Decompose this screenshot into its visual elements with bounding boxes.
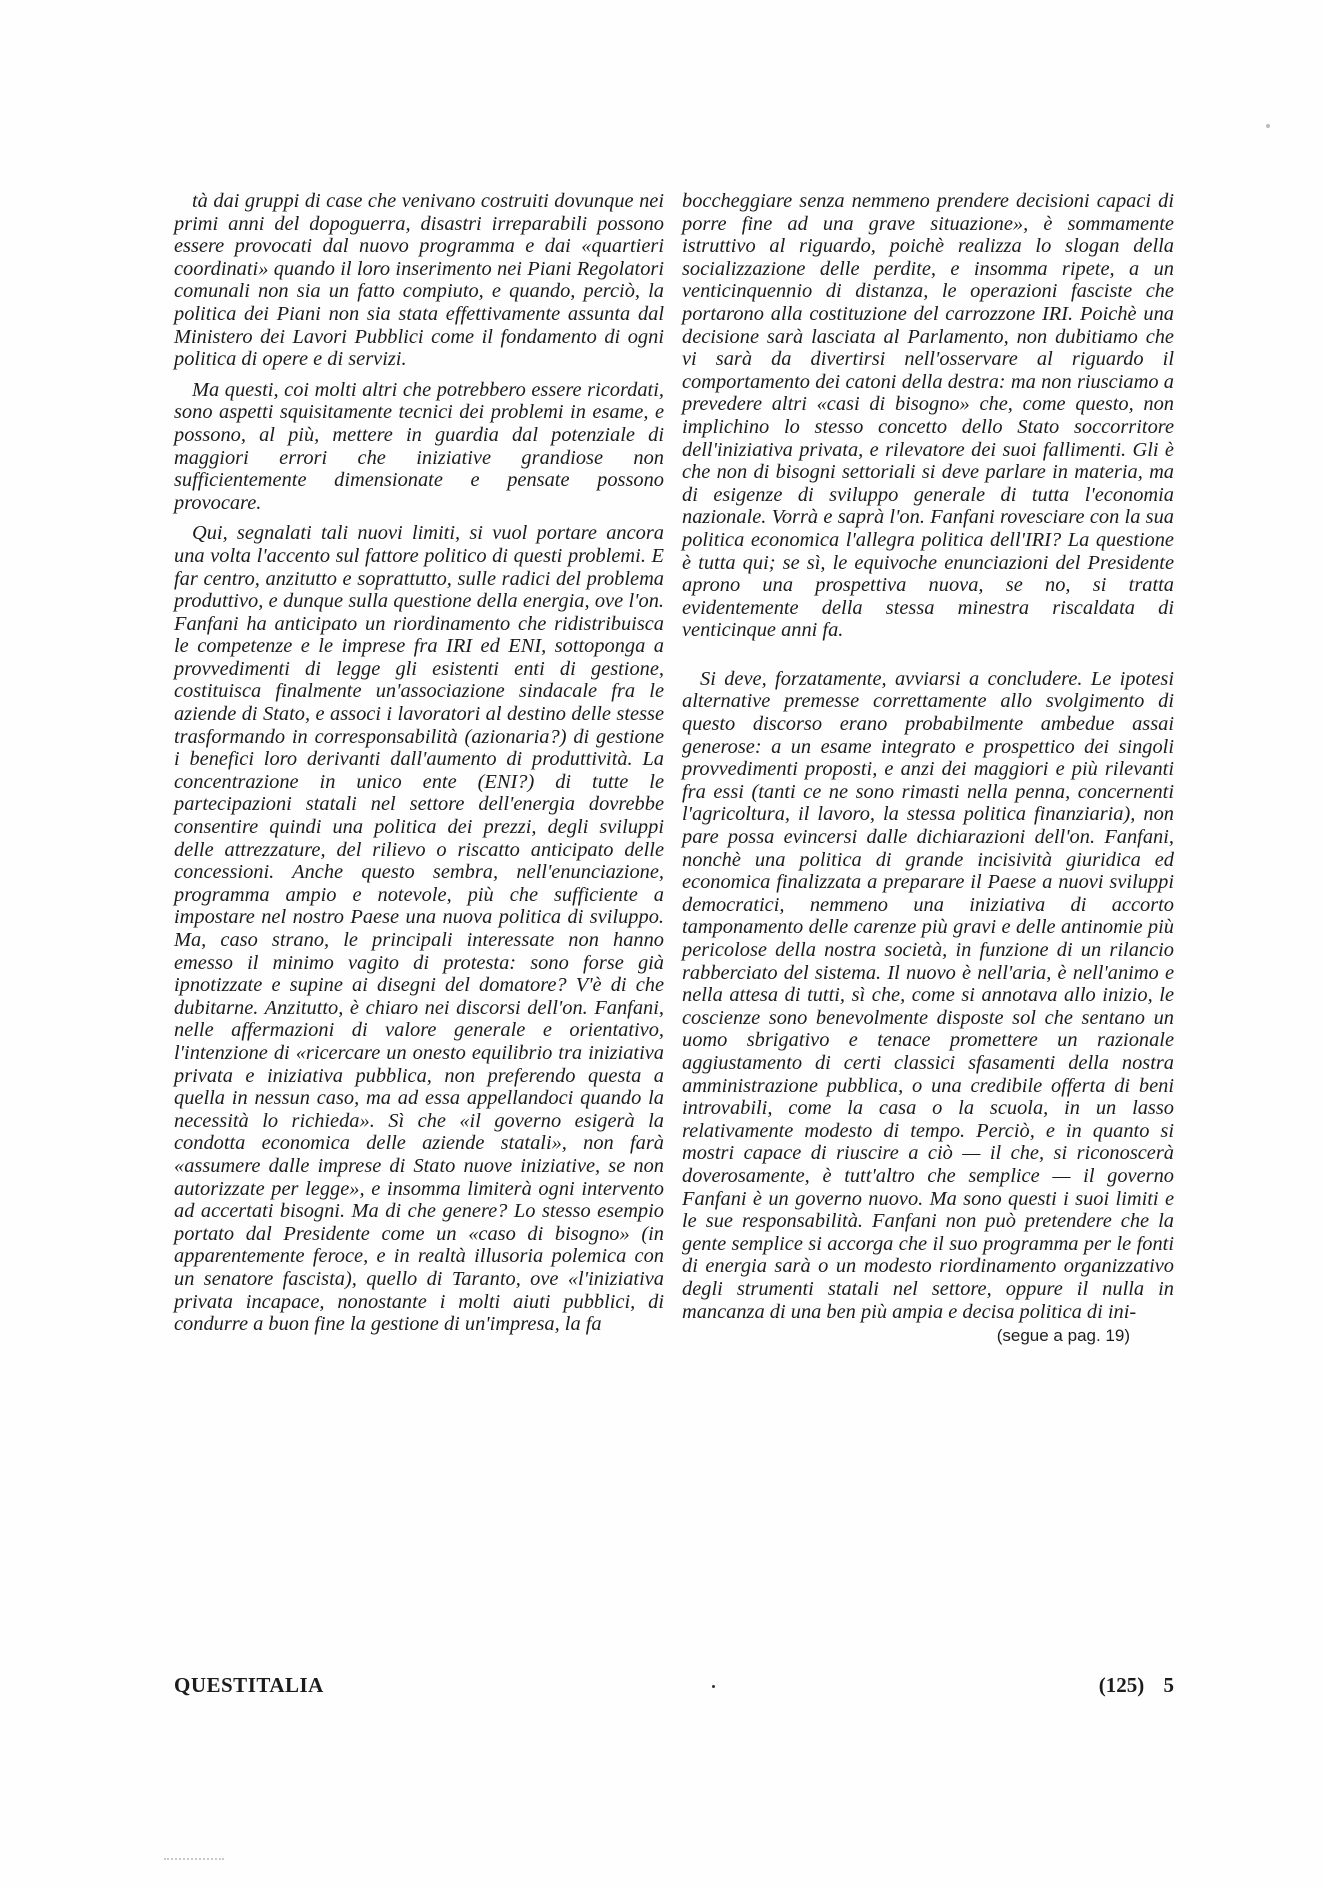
scan-artifact: [164, 1858, 224, 1864]
footer-dot: [712, 1685, 715, 1688]
right-text-column: [682, 190, 1174, 1347]
paragraph: boccheggiare senza nemmeno prendere decisioni capaci di porre fine ad una grave situazione», è sommamente istruttivo al riguardo, poichè realizza lo slogan della socializzazione delle perdite, e insomma ripete, a un venticinquennio di distanza, le operazioni fasciste che portarono alla costituzione del carrozzone IRI. Poichè una decisione sarà lasciata al Parlamento, non dubitiamo che vi sarà da divertirsi nell'osservare al riguardo il comportamento dei catoni della destra: ma non riusciamo a prevedere altri «casi di bisogno» che, come questo, non implichino lo stesso concetto dello Stato soccorritore dell'iniziativa privata, e rilevatore dei suoi fallimenti. Gli è che non di bisogni settoriali si deve parlare in materia, ma di esigenze di sviluppo generale di tutta l'economia nazionale. Vorrà e saprà l'on. Fanfani rovesciare con la sua politica economica l'allegra politica dell'IRI? La questione è tutta qui; se sì, le equivoche enunciazioni del Presidente aprono una prospettiva nuova, se no, si tratta evidentemente della stessa minestra riscaldata di venticinque anni fa.: [682, 190, 1174, 642]
paragraph: Qui, segnalati tali nuovi limiti, si vuol portare ancora una volta l'accento sul fattore politico di questi problemi. E far centro, anzitutto e soprattutto, sulle radici del problema produttivo, e dunque sulla questione della energia, ove l'on. Fanfani ha anticipato un riordinamento che ridistribuisca le competenze e le imprese fra IRI ed ENI, sottoponga a provvedimenti di legge gli esistenti enti di gestione, costituisca finalmente un'associazione sindacale fra le aziende di Stato, e associ i lavoratori al destino delle stesse trasformando in corresponsabilità (azionaria?) di gestione i benefici loro derivanti dall'aumento di produttività. La concentrazione in unico ente (ENI?) di tutte le partecipazioni statali nel settore dell'energia dovrebbe consentire quindi una politica dei prezzi, degli sviluppi delle attrezzature, del rilievo o riscatto anticipato delle concessioni. Anche questo sembra, nell'enunciazione, programma ampio e notevole, più che sufficiente a impostare nel nostro Paese una nuova politica di sviluppo. Ma, caso strano, le principali interessate non hanno emesso il minimo vagito di protesta: sono forse già ipnotizzate e supine ai disegni del domatore? V'è di che dubitarne. Anzitutto, è chiaro nei discorsi dell'on. Fanfani, nelle affermazioni di valore generale e orientativo, l'intenzione di «ricercare un onesto equilibrio tra iniziativa privata e iniziativa pubblica, non preferendo questa a quella in nessun caso, ma ad essa appellandoci quando la necessità lo richieda». Sì che «il governo esigerà la condotta economica delle aziende statali», non farà «assumere dalle imprese di Stato nuove iniziative, se non autorizzate per legge», e insomma limiterà ogni intervento ad accertati bisogni. Ma di che genere? Lo stesso esempio portato dal Presidente come un «caso di bisogno» (in apparentemente feroce, e in realtà illusoria polemica con un senatore fascista), quello di Taranto, ove «l'iniziativa privata incapace, nonostante i molti aiuti pubblici, di condurre a buon fine la gestione di un'impresa, la fa: [174, 522, 664, 1336]
paragraph: Si deve, forzatamente, avviarsi a concludere. Le ipotesi alternative premesse correttamente allo svolgimento di questo discorso erano probabilmente ambedue assai generose: a un esame integrato e prospettico dei singoli provvedimenti proposti, e anzi dei maggiori e più rilevanti fra essi (tanti ce ne sono rimasti nella penna, concernenti l'agricoltura, il lavoro, la stessa politica finanziaria), non pare possa evincersi dalle dichiarazioni dell'on. Fanfani, nonchè una politica di grande incisività giuridica ed economica finalizzata a preparare il Paese a nuovi sviluppi democratici, nemmeno una iniziativa di accorto tamponamento delle carenze più gravi e delle antinomie più pericolose della nostra società, in funzione di un rilancio rabberciato del sistema. Il nuovo è nell'aria, è nell'animo e nella attesa di tutti, sì che, come si annotava allo inizio, le coscienze sono benevolmente disposte sol che sentano un uomo sbrigativo e tenace promettere un razionale aggiustamento di certi classici sfasamenti della nostra amministrazione pubblica, o una credibile offerta di beni introvabili, come la casa o la scuola, in un lasso relativamente modesto di tempo. Perciò, e in quanto si mostri capace di riuscire a ciò — il che, si riconoscerà doverosamente, è tutt'altro che semplice — il governo Fanfani è un governo nuovo. Ma sono questi i suoi limiti e le sue responsabilità. Fanfani non può pretendere che la gente semplice si accorga che il suo programma per le fonti di energia sarà o un modesto riordinamento organizzativo degli strumenti statali nel settore, oppure il nulla in mancanza di una ben più ampia e decisa politica di ini-: [682, 667, 1174, 1323]
journal-title: QUESTITALIA: [174, 1673, 324, 1697]
page-footer: [174, 1673, 1174, 1703]
scan-speck: [1266, 124, 1270, 128]
paragraph: Ma questi, coi molti altri che potrebbero essere ricordati, sono aspetti squisitamente tecnici dei problemi in esame, e possono, al più, mettere in guardia dal potenziale di maggiori errori che iniziative grandiose non sufficientemente dimensionate e pensate possono provocare.: [174, 378, 664, 514]
page-number-block: [1099, 1673, 1174, 1698]
paragraph: tà dai gruppi di case che venivano costruiti dovunque nei primi anni del dopoguerra, disastri irreparabili possono essere provocati dal nuovo programma e dai «quartieri coordinati» quando il loro inserimento nei Piani Regolatori comunali non sia un fatto compiuto, e quando, perciò, la politica dei Piani non sia stata effettivamente assunta dal Ministero dei Lavori Pubblici come il fondamento di ogni politica di opere e di servizi.: [174, 190, 664, 371]
page-number: 5: [1163, 1673, 1174, 1697]
left-text-column: [174, 190, 664, 1336]
issue-page-number: (125): [1098, 1673, 1145, 1697]
continuation-note: (segue a pag. 19): [996, 1326, 1130, 1346]
